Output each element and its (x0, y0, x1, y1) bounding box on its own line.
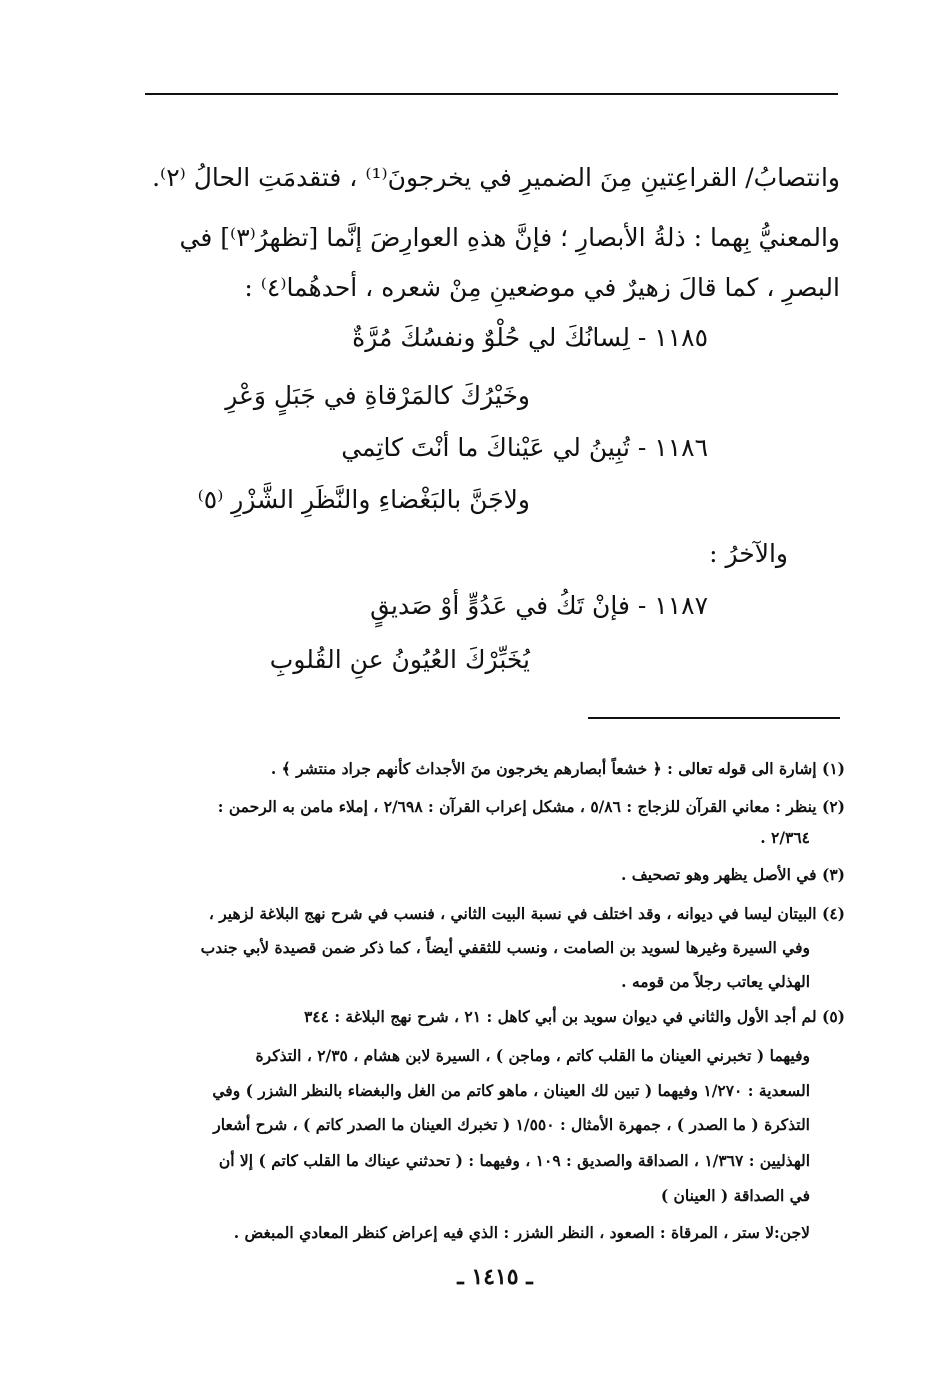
section-label: والآخرُ : (709, 539, 788, 568)
footnote-line: لاجن:لا ستر ، المرقاة : الصعود ، النظر الشزر : الذي فيه إعراض كنظر المعادي المبغض . (233, 1223, 810, 1242)
verse-line: ١١٨٦ - تُبِينُ لي عَيْناكَ ما أنْتَ كاتِمي (341, 433, 708, 462)
footnote-line: الهذليين : ١/٣٦٧ ، الصداقة والصديق : ١٠٩ ، وفيهما : ( تحدثني عيناك ما القلب كاتم ) إلا أن (218, 1151, 810, 1170)
footnote-line: التذكرة ( ما الصدر ) ، جمهرة الأمثال : ١/٥٥٠ ( تخبرك العينان ما الصدر كاتم ) ، شرح أشعار (213, 1115, 810, 1134)
footnote-line: السعدية : ١/٢٧٠ وفيهما ( تبين لك العينان ، ماهو كاتم من الغل والبغضاء بالنظر الشزر ) وفي (212, 1081, 810, 1100)
verse-line: ١١٨٥ - لِسانُكَ لي حُلْوٌ ونفسُكَ مُرَّةٌ (352, 323, 708, 352)
footnote-rule (588, 717, 840, 719)
verse-line: ولاجَنَّ بالبَغْضاءِ والنَّظَرِ الشَّزْرِ ⁽٥⁾ (197, 485, 530, 514)
footnote-line: ٢/٣٦٤ . (760, 828, 810, 847)
verse-line: ١١٨٧ - فإنْ تَكُ في عَدُوٍّ أوْ صَديقٍ (370, 591, 708, 620)
footnote-line: الهذلي يعاتب رجلاً من قومه . (621, 972, 810, 991)
footnote-line: وفي السيرة وغيرها لسويد بن الصامت ، ونسب للثقفي أيضاً ، كما ذكر ضمن قصيدة لأبي جندب (200, 938, 810, 957)
footnote-line: (١) إشارة الى قوله تعالى : ﴿ خشعاً أبصارهم يخرجون منَ الأجداث كأنهم جراد منتشر ﴾ . (270, 759, 845, 778)
body-line: وانتصابُ/ القراعِتينِ مِنَ الضميرِ في يخرجونَ⁽¹⁾ ، فتقدمَتِ الحالُ ⁽٢⁾. (152, 163, 840, 192)
verse-line: وخَيْرُكَ كالمَرْقاةِ في جَبَلٍ وَعْرِ (225, 381, 530, 410)
body-line: البصرِ ، كما قالَ زهيرٌ في موضعينِ مِنْ شعره ، أحدهُما⁽٤⁾ : (244, 273, 840, 302)
verse-line: يُخَبِّرْكَ العُيُونُ عنِ القُلوبِ (269, 645, 530, 674)
footnote-line: (٣) في الأصل يظهر وهو تصحيف . (620, 865, 845, 884)
top-rule (145, 93, 838, 95)
page-number: ـ ١٤١٥ ـ (457, 1264, 533, 1290)
footnote-line: (٥) لم أجد الأول والثاني في ديوان سويد بن أبي كاهل : ٢١ ، شرح نهج البلاغة : ٣٤٤ (303, 1007, 845, 1026)
body-line: والمعنيُّ بِهما : ذلةُ الأبصارِ ؛ فإنَّ هذهِ العوارِضَ إنَّما [تظهرُ⁽٣⁾] في (179, 223, 840, 252)
footnote-line: وفيهما ( تخبرني العينان ما القلب كاتم ، وماجن ) ، السيرة لابن هشام ، ٢/٣٥ ، التذكرة (255, 1046, 810, 1065)
footnote-line: (٢) ينظر : معاني القرآن للزجاج : ٥/٨٦ ، مشكل إعراب القرآن : ٢/٦٩٨ ، إملاء مامن به الرحمن : (217, 797, 845, 816)
footnote-line: (٤) البيتان ليسا في ديوانه ، وقد اختلف في نسبة البيت الثاني ، فنسب في شرح نهج البلاغة لزهير ، (208, 904, 845, 923)
footnote-line: في الصداقة ( العينان ) (660, 1186, 810, 1205)
